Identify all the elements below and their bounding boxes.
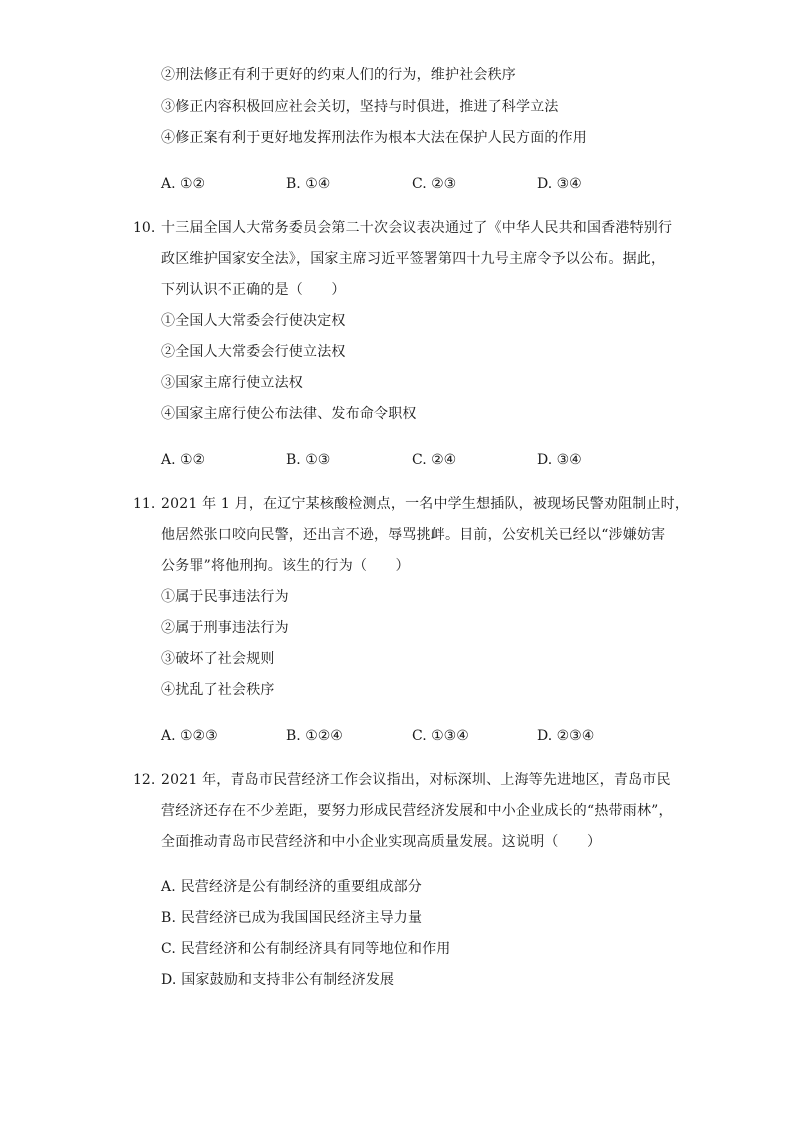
q12-stem-line-2: 营经济还存在不少差距，要努力形成民营经济发展和中小企业成长的“热带雨林”， bbox=[161, 803, 673, 819]
q11-statement-3: ③破坏了社会规则 bbox=[161, 651, 275, 667]
q11-statement-4: ④扰乱了社会秩序 bbox=[161, 682, 275, 698]
q12-stem-line-3: 全面推动青岛市民营经济和中小企业实现高质量发展。这说明（ ） bbox=[161, 834, 602, 850]
q9-statement-4: ④修正案有利于更好地发挥刑法作为根本大法在保护人民方面的作用 bbox=[161, 130, 587, 146]
q10-statement-2: ②全国人大常委会行使立法权 bbox=[161, 344, 346, 360]
q11-options bbox=[161, 727, 681, 745]
q10-option-c[interactable]: C. ②④ bbox=[412, 452, 457, 468]
q11-stem-line-3: 公务罪”将他刑拘。该生的行为（ ） bbox=[161, 558, 410, 574]
q9-option-a[interactable]: A. ①② bbox=[161, 176, 206, 192]
q10-statement-1: ①全国人大常委会行使决定权 bbox=[161, 313, 346, 329]
q10-number: 10. bbox=[133, 220, 156, 236]
q10-statement-4: ④国家主席行使公布法律、发布命令职权 bbox=[161, 406, 417, 422]
q12-option-c[interactable]: C. 民营经济和公有制经济具有同等地位和作用 bbox=[161, 941, 451, 957]
q12-stem-line-1: 2021 年，青岛市民营经济工作会议指出，对标深圳、上海等先进地区，青岛市民 bbox=[161, 772, 671, 788]
q10-option-d[interactable]: D. ③④ bbox=[537, 452, 582, 468]
q11-option-a[interactable]: A. ①②③ bbox=[161, 728, 218, 744]
q12-number: 12. bbox=[133, 772, 156, 788]
q12-option-d[interactable]: D. 国家鼓励和支持非公有制经济发展 bbox=[161, 972, 395, 988]
q11-statement-1: ①属于民事违法行为 bbox=[161, 589, 289, 605]
q11-stem-line-2: 他居然张口咬向民警，还出言不逊，辱骂挑衅。目前，公安机关已经以“涉嫌妨害 bbox=[161, 527, 666, 543]
q9-statement-2: ②刑法修正有利于更好的约束人们的行为，维护社会秩序 bbox=[161, 67, 516, 83]
q11-number: 11. bbox=[133, 496, 156, 512]
q10-statement-3: ③国家主席行使立法权 bbox=[161, 375, 303, 391]
q10-option-b[interactable]: B. ①③ bbox=[286, 452, 331, 468]
q9-statement-3: ③修正内容积极回应社会关切，坚持与时俱进，推进了科学立法 bbox=[161, 99, 559, 115]
q9-option-c[interactable]: C. ②③ bbox=[412, 176, 457, 192]
q10-stem-line-3: 下列认识不正确的是（ ） bbox=[161, 282, 346, 298]
q11-option-d[interactable]: D. ②③④ bbox=[537, 728, 595, 744]
q11-stem-line-1: 2021 年 1 月，在辽宁某核酸检测点，一名中学生想插队，被现场民警劝阻制止时， bbox=[161, 496, 690, 512]
q11-option-b[interactable]: B. ①②④ bbox=[286, 728, 343, 744]
q11-option-c[interactable]: C. ①③④ bbox=[412, 728, 469, 744]
q9-option-d[interactable]: D. ③④ bbox=[537, 176, 582, 192]
q12-option-b[interactable]: B. 民营经济已成为我国国民经济主导力量 bbox=[161, 910, 423, 926]
q12-option-a[interactable]: A. 民营经济是公有制经济的重要组成部分 bbox=[161, 879, 423, 895]
q10-options bbox=[161, 451, 681, 469]
q10-option-a[interactable]: A. ①② bbox=[161, 452, 206, 468]
q10-stem-line-2: 政区维护国家安全法》，国家主席习近平签署第四十九号主席令予以公布。据此， bbox=[161, 251, 666, 267]
q10-stem-line-1: 十三届全国人大常务委员会第二十次会议表决通过了《中华人民共和国香港特别行 bbox=[161, 220, 673, 236]
q11-statement-2: ②属于刑事违法行为 bbox=[161, 620, 289, 636]
q9-option-b[interactable]: B. ①④ bbox=[286, 176, 331, 192]
q9-options bbox=[161, 175, 681, 193]
